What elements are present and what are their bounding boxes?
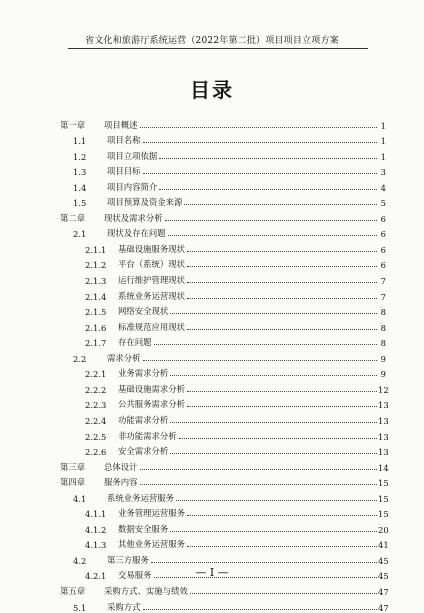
toc-entry-number: 2.2.2 xyxy=(85,384,107,395)
toc-entry-number: 第三章 xyxy=(60,461,86,472)
toc-leader-dots xyxy=(154,344,378,345)
toc-leader-dots xyxy=(143,173,378,174)
toc-entry-page: 41 xyxy=(378,540,389,551)
toc-entry-page: 47 xyxy=(378,587,389,597)
toc-leader-dots xyxy=(187,266,377,267)
toc-entry-number: 2.1.2 xyxy=(85,260,107,271)
toc-entry-number: 2.1.3 xyxy=(85,276,107,286)
toc-entry-title: 安全需求分析 xyxy=(118,446,169,457)
toc-entry-page: 13 xyxy=(378,400,389,411)
toc-entry-title: 采购方式、实施与绩效 xyxy=(104,586,188,596)
toc-entry[interactable] xyxy=(85,239,386,255)
toc-entry-number: 2.1.4 xyxy=(85,291,107,302)
toc-entry[interactable] xyxy=(73,597,389,613)
toc-entry-title: 项目立项依据 xyxy=(107,150,158,161)
toc-leader-dots xyxy=(165,220,377,221)
toc-entry-title: 基础设施服务现状 xyxy=(118,243,185,254)
toc-entry-title: 公共服务需求分析 xyxy=(118,399,185,410)
toc-entry[interactable] xyxy=(85,302,386,318)
toc-entry-number: 2.1.6 xyxy=(85,322,107,333)
toc-entry[interactable] xyxy=(60,473,389,489)
toc-entry-number: 2.1 xyxy=(73,229,87,240)
toc-leader-dots xyxy=(140,484,378,485)
toc-entry[interactable] xyxy=(85,271,386,287)
toc-entry-page: 45 xyxy=(378,555,389,566)
toc-leader-dots xyxy=(187,546,377,547)
toc-entry-title: 基础设施需求分析 xyxy=(118,383,185,394)
toc-entry-title: 数据安全服务 xyxy=(118,523,169,534)
toc-entry-title: 现状及存在问题 xyxy=(107,228,166,239)
toc-entry-page: 13 xyxy=(378,415,389,426)
toc-entry-title: 服务内容 xyxy=(104,477,138,488)
toc-entry-number: 1.2 xyxy=(73,151,87,162)
toc-entry-number: 1.4 xyxy=(73,182,87,193)
page-number: — I — xyxy=(195,566,229,579)
toc-entry-title: 项目名称 xyxy=(107,135,141,146)
toc-entry[interactable] xyxy=(60,457,389,473)
toc-entry-page: 15 xyxy=(378,478,389,489)
toc-entry-number: 2.1.5 xyxy=(85,307,107,318)
toc-entry[interactable] xyxy=(85,410,389,426)
toc-entry[interactable] xyxy=(85,535,389,551)
toc-entry[interactable] xyxy=(85,379,389,395)
toc-leader-dots xyxy=(151,562,377,563)
toc-entry-page: 9 xyxy=(380,369,386,380)
toc-entry-page: 6 xyxy=(380,229,386,240)
toc-entry[interactable] xyxy=(85,255,386,271)
toc-leader-dots xyxy=(179,438,377,439)
toc-entry-page: 13 xyxy=(378,431,389,442)
toc-leader-dots xyxy=(143,609,378,610)
toc-entry-page: 8 xyxy=(380,322,386,333)
toc-entry-number: 5.1 xyxy=(73,602,87,613)
toc-entry-title: 系统业务运营现状 xyxy=(118,290,185,301)
toc-leader-dots xyxy=(170,375,377,376)
toc-entry[interactable] xyxy=(85,519,389,535)
toc-leader-dots xyxy=(187,391,377,392)
toc-entry-page: 7 xyxy=(380,276,386,286)
toc-entry[interactable] xyxy=(85,317,386,333)
toc-entry-page: 6 xyxy=(380,213,386,224)
toc-entry-title: 项目概述 xyxy=(104,119,138,130)
toc-leader-dots xyxy=(159,158,377,159)
toc-entry-page: 20 xyxy=(378,524,389,535)
toc-entry-number: 1.5 xyxy=(73,198,87,209)
toc-entry-title: 网络安全现状 xyxy=(118,306,169,317)
toc-entry-title: 交易服务 xyxy=(118,570,152,581)
toc-entry[interactable] xyxy=(73,162,386,178)
toc-leader-dots xyxy=(140,127,378,128)
toc-entry-page: 15 xyxy=(378,493,389,504)
toc-leader-dots xyxy=(168,235,377,236)
toc-entry-number: 4.1.2 xyxy=(85,524,107,535)
toc-entry[interactable] xyxy=(85,504,389,520)
toc-entry[interactable] xyxy=(85,333,386,349)
toc-entry-page: 7 xyxy=(380,291,386,302)
toc-entry[interactable] xyxy=(85,286,386,302)
toc-entry-number: 2.2.5 xyxy=(85,431,107,442)
toc-entry-title: 运行维护管理现状 xyxy=(118,275,185,285)
toc-leader-dots xyxy=(159,189,377,190)
toc-entry[interactable] xyxy=(73,488,389,504)
toc-entry-page: 14 xyxy=(378,462,389,473)
toc-entry-number: 2.2.3 xyxy=(85,400,107,411)
toc-entry-page: 1 xyxy=(380,151,386,162)
toc-entry[interactable] xyxy=(85,395,389,411)
toc-entry[interactable] xyxy=(73,131,386,147)
toc-entry-title: 采购方式 xyxy=(107,601,141,612)
toc-entry-title: 其他业务运营服务 xyxy=(118,539,185,550)
toc-entry-title: 业务需求分析 xyxy=(118,368,169,379)
toc-entry-title: 总体设计 xyxy=(104,461,138,472)
toc-entry-number: 4.1.1 xyxy=(85,509,107,520)
toc-entry-title: 现状及需求分析 xyxy=(104,212,163,223)
toc-leader-dots xyxy=(187,251,377,252)
toc-entry-number: 2.2 xyxy=(73,353,87,364)
toc-entry[interactable] xyxy=(73,224,386,240)
toc-entry-number: 第四章 xyxy=(60,477,86,488)
toc-entry-title: 项目内容简介 xyxy=(107,181,158,192)
toc-leader-dots xyxy=(187,515,377,516)
toc-entry-page: 8 xyxy=(380,338,386,349)
toc-leader-dots xyxy=(176,500,377,501)
toc-leader-dots xyxy=(187,406,377,407)
toc-entry-number: 1.1 xyxy=(73,136,87,147)
page-header: 省文化和旅游厅系统运营（2022年第二批）项目项目立项方案 xyxy=(85,36,339,46)
toc-leader-dots xyxy=(184,204,377,205)
toc-entry-page: 9 xyxy=(380,353,386,364)
toc-entry-page: 1 xyxy=(380,136,386,147)
toc-entry[interactable] xyxy=(60,115,386,131)
toc-entry[interactable] xyxy=(85,426,389,442)
toc-entry-page: 3 xyxy=(380,167,386,178)
toc-entry-number: 1.3 xyxy=(73,167,87,178)
toc-entry-title: 标准规范应用现状 xyxy=(118,321,185,332)
toc-entry[interactable] xyxy=(60,582,389,598)
toc-entry-number: 2.2.6 xyxy=(85,447,107,458)
toc-entry-page: 47 xyxy=(378,602,389,613)
toc-entry-number: 第二章 xyxy=(60,212,86,223)
toc-leader-dots xyxy=(170,313,377,314)
toc-leader-dots xyxy=(170,422,377,423)
toc-entry[interactable] xyxy=(60,208,386,224)
toc-entry-number: 2.1.7 xyxy=(85,338,107,349)
toc-entry-title: 项目目标 xyxy=(107,166,141,177)
toc-entry-title: 非功能需求分析 xyxy=(118,430,177,441)
toc-entry-number: 4.2 xyxy=(73,555,87,566)
toc-entry[interactable] xyxy=(85,442,389,458)
toc-entry-number: 4.2.1 xyxy=(85,571,107,582)
toc-entry-page: 1 xyxy=(380,120,386,131)
toc-entry-page: 6 xyxy=(380,244,386,255)
toc-entry-title: 存在问题 xyxy=(118,337,152,348)
toc-entry-page: 6 xyxy=(380,260,386,271)
toc-entry-title: 平台（系统）现状 xyxy=(118,259,185,270)
toc-entry[interactable] xyxy=(73,146,386,162)
toc-entry[interactable] xyxy=(85,364,386,380)
toc-leader-dots xyxy=(190,593,377,594)
toc-entry-number: 第一章 xyxy=(60,119,86,130)
toc-entry[interactable] xyxy=(73,550,389,566)
toc-leader-dots xyxy=(170,453,377,454)
toc-entry[interactable] xyxy=(73,348,386,364)
toc-leader-dots xyxy=(187,298,377,299)
toc-entry-page: 8 xyxy=(380,307,386,318)
toc-entry-title: 需求分析 xyxy=(107,352,141,363)
toc-entry-page: 15 xyxy=(378,509,389,520)
page-title: 目录 xyxy=(190,78,234,102)
toc-entry-number: 4.1.3 xyxy=(85,540,107,551)
toc-entry-number: 第五章 xyxy=(60,586,86,596)
toc-entry-number: 2.2.1 xyxy=(85,369,107,380)
toc-entry-page: 13 xyxy=(378,447,389,458)
toc-entry-title: 业务管理运营服务 xyxy=(118,508,185,519)
toc-leader-dots xyxy=(187,282,377,283)
toc-entry[interactable] xyxy=(73,193,386,209)
toc-entry-number: 2.1.1 xyxy=(85,244,107,255)
toc-leader-dots xyxy=(143,360,378,361)
toc-entry-number: 2.2.4 xyxy=(85,415,107,426)
toc-entry-number: 4.1 xyxy=(73,493,87,504)
toc-leader-dots xyxy=(143,142,378,143)
header-divider xyxy=(68,48,368,49)
toc-entry-page: 12 xyxy=(378,384,389,395)
toc-leader-dots xyxy=(170,531,377,532)
toc-entry-page: 45 xyxy=(378,571,389,582)
toc-entry-title: 项目预算及资金来源 xyxy=(107,197,183,208)
toc-entry-title: 功能需求分析 xyxy=(118,414,169,425)
toc-entry-page: 5 xyxy=(380,198,386,209)
toc-entry-title: 系统业务运营服务 xyxy=(107,492,174,503)
toc-entry-page: 4 xyxy=(380,182,386,193)
toc-entry-title: 第三方服务 xyxy=(107,554,149,565)
toc-entry[interactable] xyxy=(73,177,386,193)
toc-leader-dots xyxy=(187,329,377,330)
toc-leader-dots xyxy=(140,469,378,470)
